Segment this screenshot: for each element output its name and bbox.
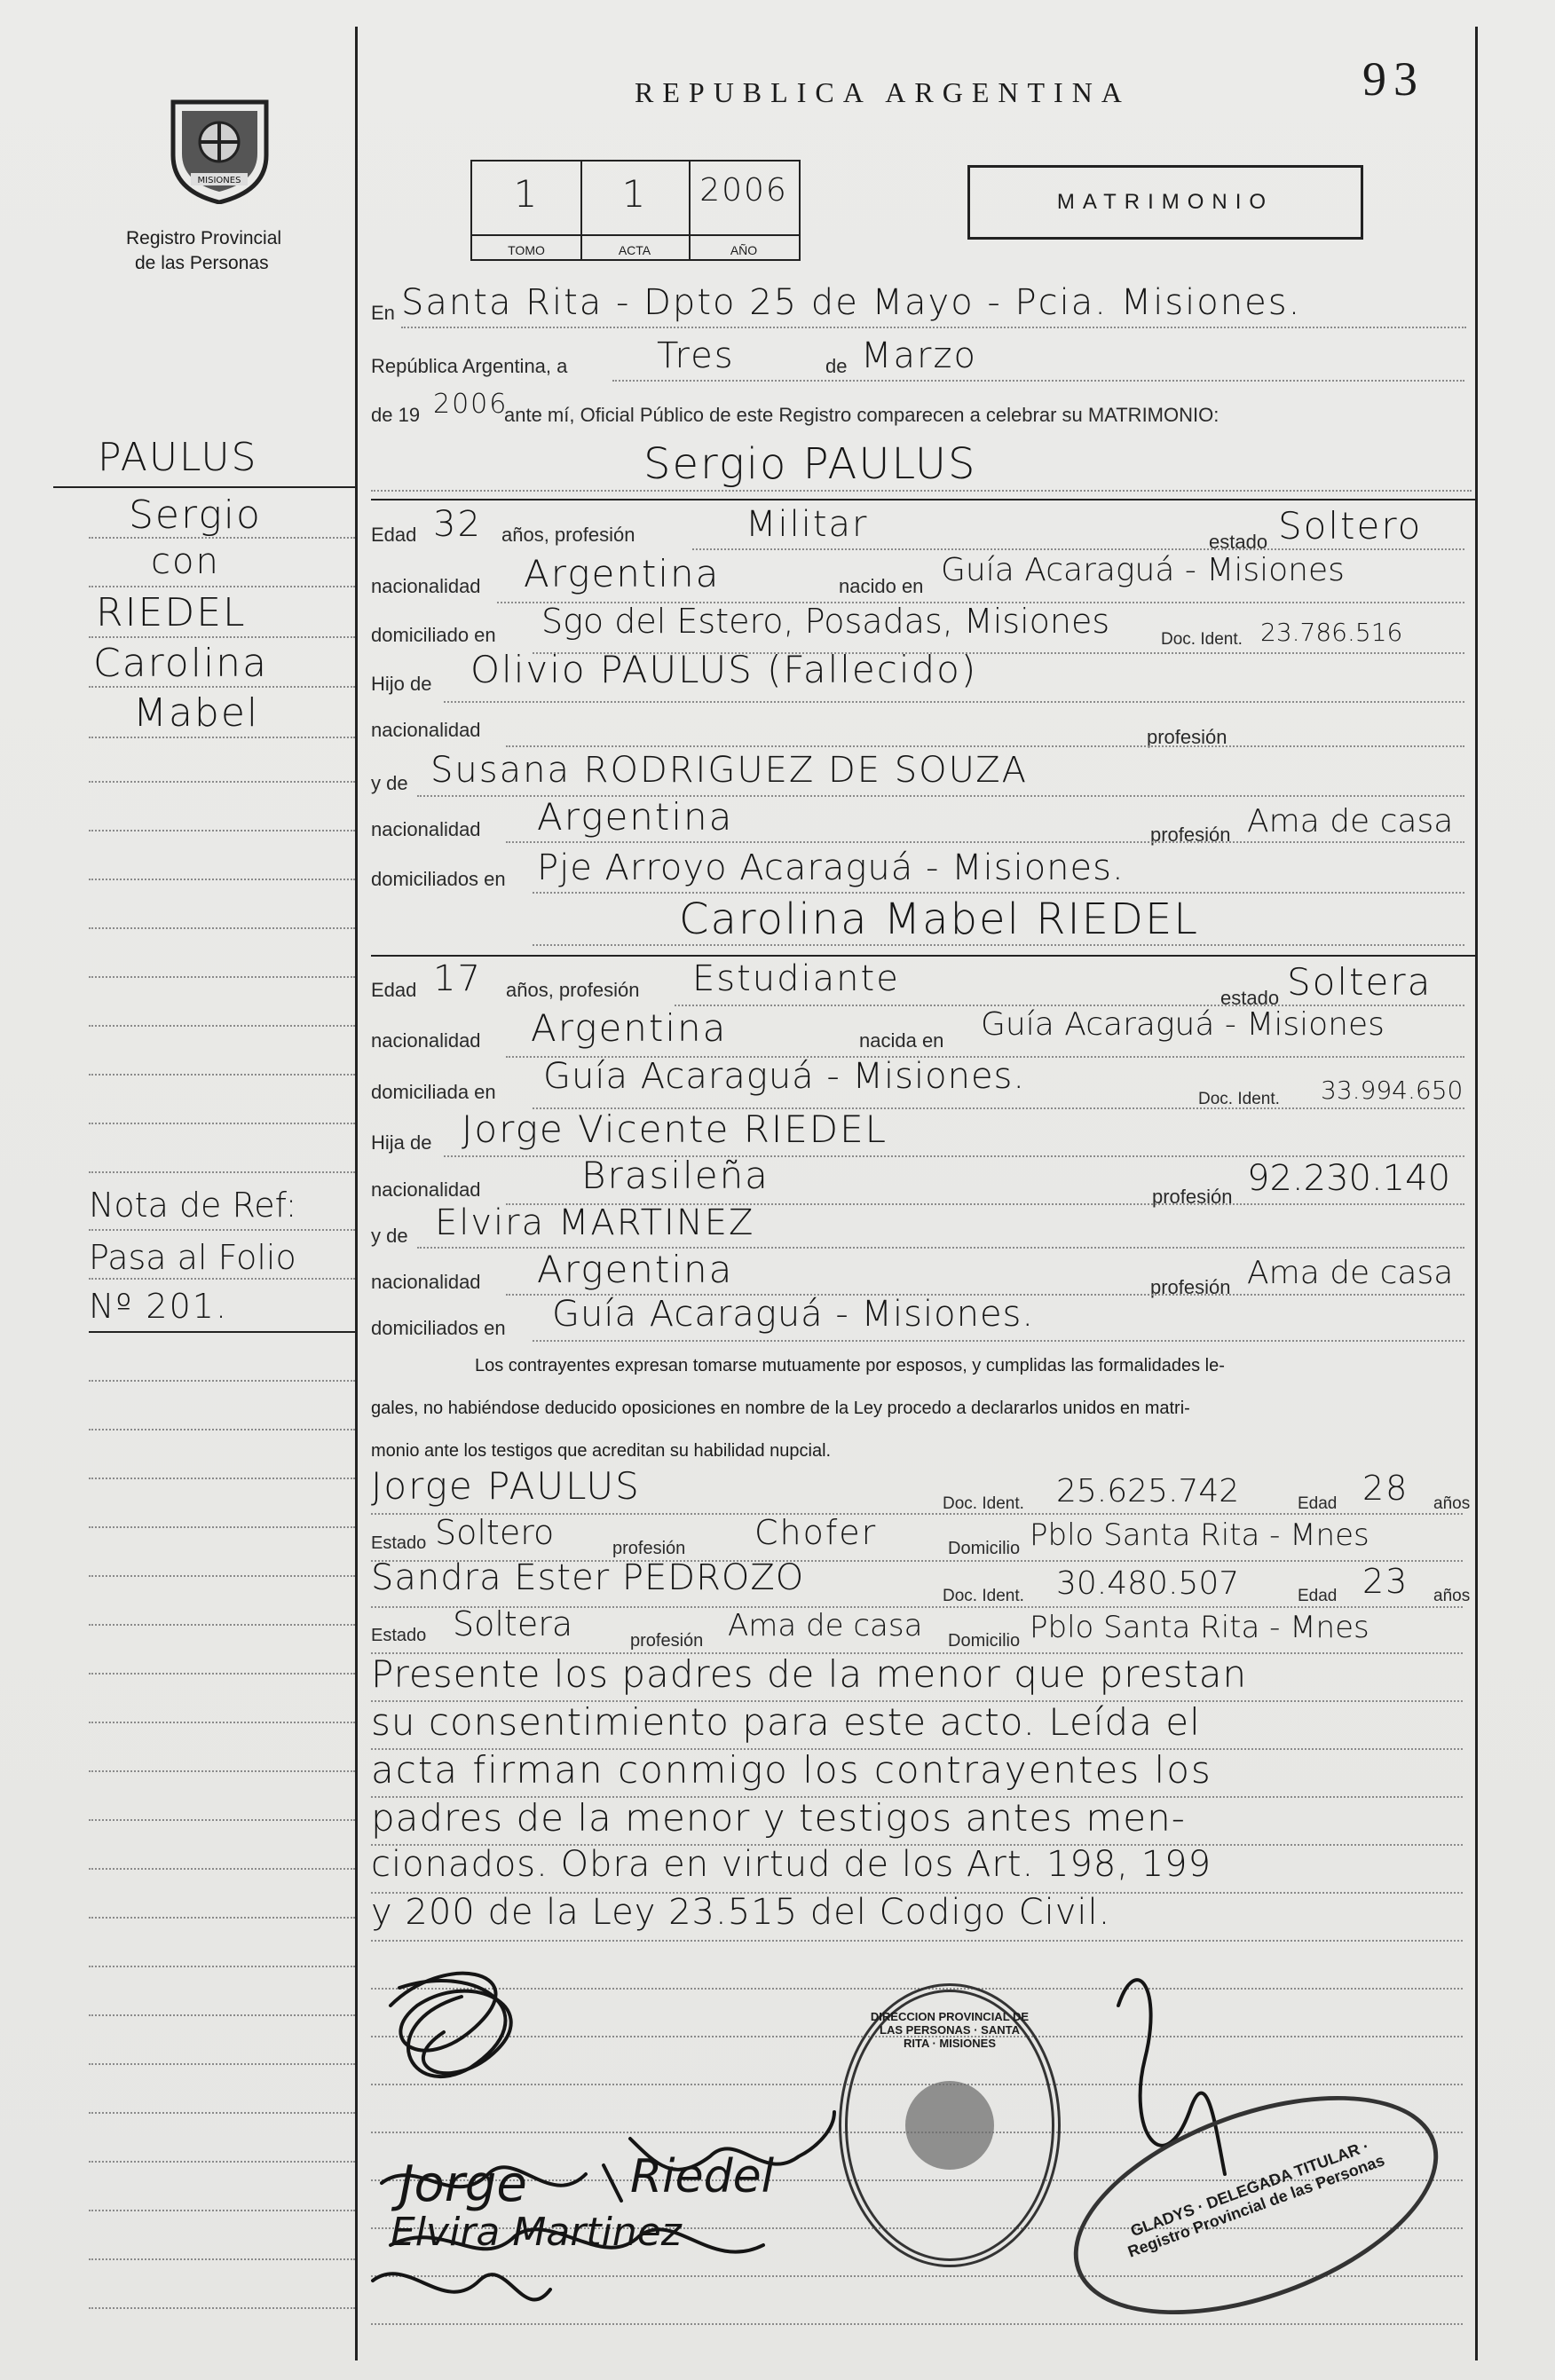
margin-bride-surname: RIEDEL xyxy=(96,590,247,635)
bride-doc-label: Doc. Ident. xyxy=(1198,1090,1280,1108)
bride-full-name: Carolina Mabel RIEDEL xyxy=(679,894,1200,944)
country-title: REPUBLICA ARGENTINA xyxy=(635,76,1131,108)
page-number: 93 xyxy=(1362,52,1425,106)
margin-bride-name1: Carolina xyxy=(93,641,269,686)
bride-status: Soltera xyxy=(1287,960,1433,1004)
witness1-address-label: Domicilio xyxy=(948,1539,1021,1558)
groom-address: Sgo del Estero, Posadas, Misiones xyxy=(541,602,1110,641)
bride-mother-profession-label: profesión xyxy=(1150,1276,1231,1298)
document-type: MATRIMONIO xyxy=(1056,190,1275,214)
bride-mother-nationality: Argentina xyxy=(537,1248,734,1291)
note-line2: su consentimiento para este acto. Leída el xyxy=(371,1700,1201,1744)
margin-note-line2: Pasa al Folio xyxy=(89,1238,296,1277)
tomo-value: 1 xyxy=(513,172,540,216)
margin-note-line3: Nº 201. xyxy=(89,1287,229,1326)
groom-father-profession-label: profesión xyxy=(1147,726,1227,748)
acta-value: 1 xyxy=(621,172,648,216)
margin-groom-surname: PAULUS xyxy=(98,435,258,480)
witness2-address: Pblo Santa Rita - Mnes xyxy=(1030,1610,1370,1645)
groom-nationality: Argentina xyxy=(524,552,721,595)
bride-father-profession: 92.230.140 xyxy=(1247,1158,1451,1199)
note-line1: Presente los padres de la menor que prestan xyxy=(371,1652,1248,1696)
witness1-anos-label: años xyxy=(1433,1494,1471,1513)
note-line4: padres de la menor y testigos antes men- xyxy=(371,1796,1186,1840)
groom-address-label: domiciliado en xyxy=(371,624,496,646)
tomo-label: TOMO xyxy=(508,243,545,257)
bride-father-nationality: Brasileña xyxy=(581,1154,770,1197)
bride-mother-label: y de xyxy=(371,1225,408,1247)
stamp-text: DIRECCION PROVINCIAL DE LAS PERSONAS · SANTA RITA · MISIONES xyxy=(870,2010,1030,2050)
groom-mother-profession-label: profesión xyxy=(1150,824,1231,846)
legal-text-line3: monio ante los testigos que acreditan su habilidad nupcial. xyxy=(371,1441,832,1461)
margin-groom-name: Sergio xyxy=(129,493,262,538)
groom-father-nationality-label: nacionalidad xyxy=(371,719,481,741)
bride-father: Jorge Vicente RIEDEL xyxy=(462,1107,888,1151)
witness2-profession-label: profesión xyxy=(630,1631,704,1651)
bride-birthplace: Guía Acaraguá - Misiones xyxy=(981,1006,1385,1043)
bride-parents-address: Guía Acaraguá - Misiones. xyxy=(552,1294,1035,1335)
de-label: de xyxy=(825,355,848,377)
bride-nationality: Argentina xyxy=(531,1006,728,1050)
groom-doc-label: Doc. Ident. xyxy=(1161,630,1243,649)
groom-profession: Militar xyxy=(746,504,869,545)
witness1-status: Soltero xyxy=(435,1513,555,1552)
bride-address-label: domiciliada en xyxy=(371,1081,496,1103)
witness2-doc: 30.480.507 xyxy=(1056,1565,1240,1602)
bride-nationality-label: nacionalidad xyxy=(371,1029,481,1052)
groom-parents-address: Pje Arroyo Acaraguá - Misiones. xyxy=(537,847,1125,888)
official-stamp-text: GLADYS · DELEGADA TITULAR · Registro Provincial de las Personas xyxy=(1125,2137,1387,2261)
groom-status-label: estado xyxy=(1209,531,1268,553)
groom-father: Olivio PAULUS (Fallecido) xyxy=(470,648,978,691)
bride-doc: 33.994.650 xyxy=(1321,1076,1464,1105)
groom-age-label: Edad xyxy=(371,524,417,546)
witness2-age: 23 xyxy=(1362,1562,1409,1601)
groom-status: Soltero xyxy=(1278,504,1423,548)
place-value: Santa Rita - Dpto 25 de Mayo - Pcia. Misiones. xyxy=(401,282,1302,323)
seal-text: MISIONES xyxy=(197,176,241,185)
en-label: En xyxy=(371,302,395,324)
note-line3: acta firman conmigo los contrayentes los xyxy=(371,1748,1212,1792)
bride-age: 17 xyxy=(433,958,482,999)
bride-mother-profession: Ama de casa xyxy=(1247,1255,1454,1291)
groom-mother-label: y de xyxy=(371,772,408,794)
registry-name-line1: Registro Provincial xyxy=(126,228,282,248)
groom-mother: Susana RODRIGUEZ DE SOUZA xyxy=(430,750,1029,791)
day-value: Tres xyxy=(657,335,735,376)
year-prefix: de 19 xyxy=(371,404,421,426)
witness1-status-label: Estado xyxy=(371,1533,427,1553)
signature-3: Elvira Martinez xyxy=(391,2210,682,2255)
bride-mother: Elvira MARTINEZ xyxy=(435,1202,755,1243)
groom-father-label: Hijo de xyxy=(371,673,432,695)
groom-parents-address-label: domiciliados en xyxy=(371,868,506,890)
witness1-doc-label: Doc. Ident. xyxy=(943,1494,1024,1513)
witness2-anos-label: años xyxy=(1433,1587,1471,1605)
witness1-profession: Chofer xyxy=(754,1513,878,1552)
groom-mother-nationality: Argentina xyxy=(537,795,734,839)
witness2-age-label: Edad xyxy=(1298,1587,1338,1605)
groom-mother-profession: Ama de casa xyxy=(1247,803,1454,839)
witness2-status-label: Estado xyxy=(371,1626,427,1645)
witness1-age: 28 xyxy=(1362,1469,1409,1508)
margin-connector: con xyxy=(151,541,220,582)
country-label: República Argentina, a xyxy=(371,355,568,377)
margin-bride-name2: Mabel xyxy=(133,690,260,736)
bride-father-profession-label: profesión xyxy=(1152,1186,1233,1208)
witness1-name: Jorge PAULUS xyxy=(371,1464,641,1508)
legal-text-line1: Los contrayentes expresan tomarse mutuamente por esposos, y cumplidas las formalidades le- xyxy=(475,1356,1225,1375)
bride-parents-address-label: domiciliados en xyxy=(371,1317,506,1339)
groom-mother-nationality-label: nacionalidad xyxy=(371,818,481,840)
intro-statement: ante mí, Oficial Público de este Registro comparecen a celebrar su MATRIMONIO: xyxy=(504,404,1220,426)
margin-note-line1: Nota de Ref: xyxy=(89,1186,297,1225)
witness1-address: Pblo Santa Rita - Mnes xyxy=(1030,1517,1370,1553)
witness2-doc-label: Doc. Ident. xyxy=(943,1587,1024,1605)
year-value: 2006 xyxy=(433,389,509,420)
bride-father-nationality-label: nacionalidad xyxy=(371,1178,481,1201)
witness2-address-label: Domicilio xyxy=(948,1631,1021,1651)
stamp-seal-icon xyxy=(905,2081,994,2170)
groom-doc: 23.786.516 xyxy=(1260,618,1403,647)
document-type-box xyxy=(967,165,1363,240)
groom-age: 32 xyxy=(433,504,482,545)
ano-value: 2006 xyxy=(699,172,788,209)
record-number-table xyxy=(470,160,801,261)
groom-nationality-label: nacionalidad xyxy=(371,575,481,597)
bride-profession-label: años, profesión xyxy=(506,979,640,1001)
ano-label: AÑO xyxy=(730,243,758,257)
witness1-age-label: Edad xyxy=(1298,1494,1338,1513)
groom-birthplace-label: nacido en xyxy=(839,575,924,597)
bride-profession: Estudiante xyxy=(692,958,900,999)
bride-age-label: Edad xyxy=(371,979,417,1001)
month-value: Marzo xyxy=(861,335,977,376)
witness2-name: Sandra Ester PEDROZO xyxy=(371,1557,805,1598)
province-seal-icon xyxy=(164,89,275,204)
bride-address: Guía Acaraguá - Misiones. xyxy=(543,1056,1026,1097)
bride-birthplace-label: nacida en xyxy=(859,1029,944,1052)
witness1-doc: 25.625.742 xyxy=(1056,1473,1240,1509)
acta-label: ACTA xyxy=(618,243,651,257)
groom-profession-label: años, profesión xyxy=(501,524,635,546)
right-border xyxy=(1475,27,1478,2360)
registry-round-stamp xyxy=(839,1983,1061,2267)
groom-full-name: Sergio PAULUS xyxy=(643,439,977,489)
witness1-profession-label: profesión xyxy=(612,1539,686,1558)
note-line6: y 200 de la Ley 23.515 del Codigo Civil. xyxy=(371,1892,1111,1933)
signature-2: Riedel xyxy=(630,2150,775,2203)
witness2-profession: Ama de casa xyxy=(728,1608,923,1643)
bride-father-label: Hija de xyxy=(371,1131,432,1154)
signature-1: Jorge xyxy=(399,2155,527,2213)
legal-text-line2: gales, no habiéndose deducido oposiciones en nombre de la Ley procedo a declararlos unidos en matri- xyxy=(371,1399,1190,1418)
groom-birthplace: Guía Acaraguá - Misiones xyxy=(941,552,1345,588)
registry-name-line2: de las Personas xyxy=(135,253,269,273)
bride-mother-nationality-label: nacionalidad xyxy=(371,1271,481,1293)
note-line5: cionados. Obra en virtud de los Art. 198, 199 xyxy=(371,1844,1212,1885)
bride-status-label: estado xyxy=(1220,987,1280,1009)
witness2-status: Soltera xyxy=(453,1604,573,1643)
